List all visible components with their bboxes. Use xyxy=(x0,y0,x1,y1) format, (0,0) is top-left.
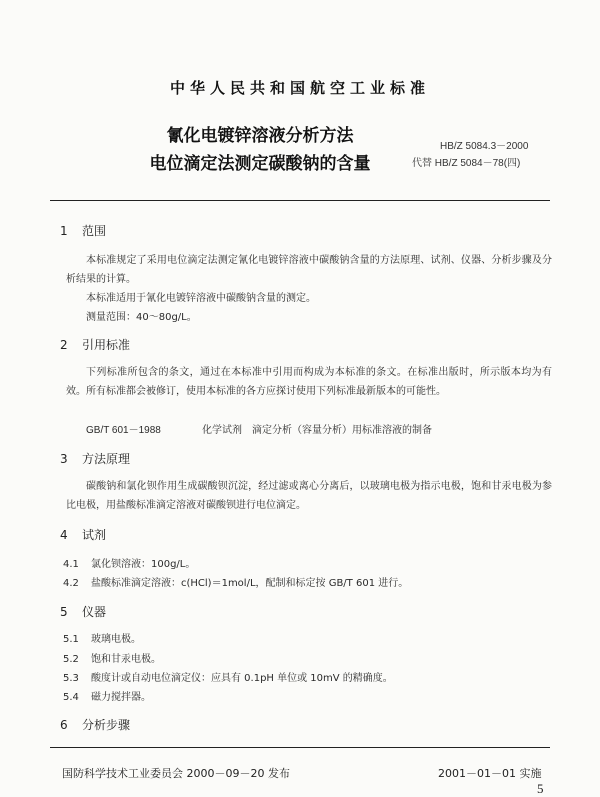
section-number: 3 xyxy=(60,452,68,466)
section-heading-apparatus xyxy=(60,603,106,620)
section-number: 5 xyxy=(60,605,68,619)
section-number: 2 xyxy=(60,338,68,352)
references-paragraph: 下列标准所包含的条文，通过在本标准中引用而构成为本标准的条文。在标准出版时，所示版本均为有效。所有标准都会被修订，使用本标准的各方应探讨使用下列标准最新版本的可能性。 xyxy=(66,367,552,397)
principle-paragraph: 碳酸钠和氯化钡作用生成碳酸钡沉淀，经过滤或离心分离后，以玻璃电极为指示电极，饱和甘汞电极为参比电极，用盐酸标准滴定溶液对碳酸钡进行电位滴定。 xyxy=(66,481,552,511)
section-title: 试剂 xyxy=(82,528,107,542)
scope-paragraph-2: 本标准适用于氰化电镀锌溶液中碳酸钠含量的测定。 xyxy=(86,293,316,304)
section-heading-reagents xyxy=(60,526,106,543)
section-number: 6 xyxy=(60,718,68,732)
standard-category-header: 中华人民共和国航空工业标准 xyxy=(169,79,430,97)
item-text: 饱和甘汞电极。 xyxy=(91,654,161,665)
apparatus-item xyxy=(63,650,161,665)
reagent-item xyxy=(63,574,408,589)
section-title: 仪器 xyxy=(82,605,107,619)
scope-paragraph-1: 本标准规定了采用电位滴定法测定氰化电镀锌溶液中碳酸钠含量的方法原理、试剂、仪器、分析步骤及分析结果的计算。 xyxy=(66,255,552,285)
page-number: 5 xyxy=(537,781,544,796)
item-text: 玻璃电极。 xyxy=(91,634,141,645)
apparatus-item xyxy=(63,630,141,645)
reagent-item xyxy=(63,555,195,570)
issue-statement: 国防科学技术工业委员会 2000－09－20 发布 xyxy=(62,767,290,780)
reference-title: 化学试剂 滴定分析（容量分析）用标准溶液的制备 xyxy=(202,425,432,436)
standard-number: HB/Z 5084.3－2000 xyxy=(440,141,529,152)
apparatus-item xyxy=(63,688,151,703)
effective-date: 2001－01－01 实施 xyxy=(438,767,542,780)
item-number: 5.1 xyxy=(63,634,79,645)
document-title xyxy=(110,122,410,178)
header-divider xyxy=(50,200,550,201)
title-line-2: 电位滴定法测定碳酸钠的含量 xyxy=(149,154,371,174)
section-heading-procedure xyxy=(60,716,130,733)
item-text: 磁力搅拌器。 xyxy=(91,692,151,703)
section-title: 引用标准 xyxy=(82,338,131,352)
item-number: 5.4 xyxy=(63,692,79,703)
apparatus-item xyxy=(63,669,393,684)
item-number: 4.1 xyxy=(63,559,79,570)
item-text: 盐酸标准滴定溶液：c(HCl)＝1mol/L，配制和标定按 GB/T 601 进行。 xyxy=(91,578,409,589)
section-heading-scope xyxy=(60,222,106,239)
section-heading-references xyxy=(60,336,130,353)
section-title: 分析步骤 xyxy=(82,718,131,732)
title-line-1: 氰化电镀锌溶液分析方法 xyxy=(166,126,354,146)
item-text: 氯化钡溶液：100g/L。 xyxy=(91,559,196,570)
item-text: 酸度计或自动电位滴定仪：应具有 0.1pH 单位或 10mV 的精确度。 xyxy=(91,673,393,684)
scope-measurement-range: 测量范围：40～80g/L。 xyxy=(86,312,197,323)
section-number: 4 xyxy=(60,528,68,542)
item-number: 5.3 xyxy=(63,673,79,684)
section-title: 范围 xyxy=(82,224,107,238)
reference-entry xyxy=(86,421,432,436)
section-title: 方法原理 xyxy=(82,452,131,466)
reference-code: GB/T 601－1988 xyxy=(86,425,161,436)
replaces-standard: 代替 HB/Z 5084－78(四) xyxy=(412,158,521,169)
section-number: 1 xyxy=(60,224,68,238)
item-number: 5.2 xyxy=(63,654,79,665)
footer-divider xyxy=(50,747,550,748)
standard-identifier xyxy=(412,138,590,172)
item-number: 4.2 xyxy=(63,578,79,589)
section-heading-principle xyxy=(60,450,130,467)
